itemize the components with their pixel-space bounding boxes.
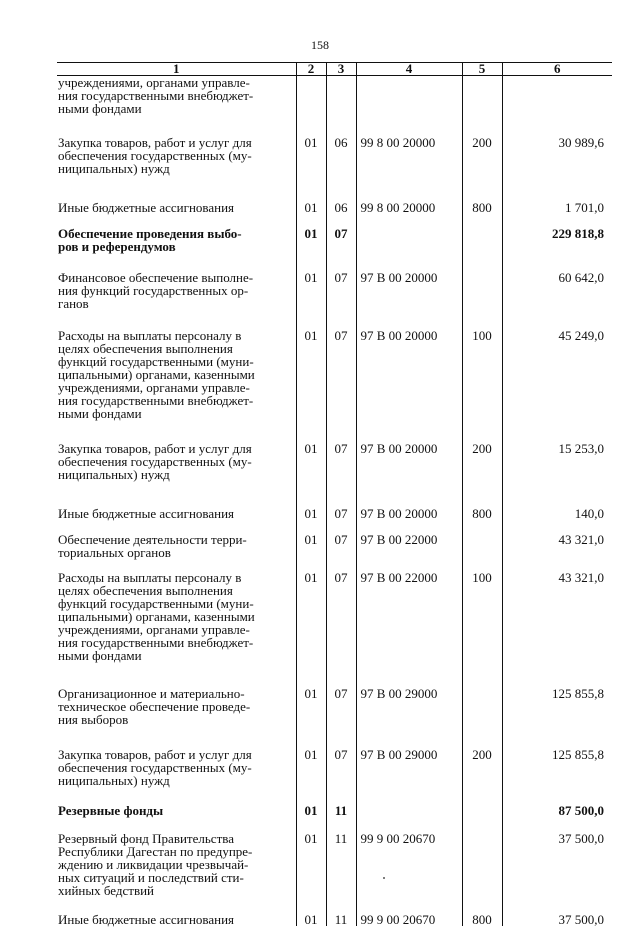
cell-section: 01: [296, 520, 326, 559]
budget-table: [57, 62, 612, 926]
cell-subsection: 11: [326, 897, 356, 926]
cell-target-article: [356, 214, 462, 253]
name-line: Закупка товаров, работ и услуг для: [58, 441, 252, 456]
cell-target-article: [356, 76, 462, 116]
cell-name: [57, 175, 296, 214]
name-line: функций государственными (муни-: [58, 354, 254, 369]
table-header: [57, 63, 612, 76]
name-line: техническое обеспечение проведе-: [58, 699, 251, 714]
cell-name: [57, 76, 296, 116]
name-line: хийных бедствий: [58, 883, 155, 898]
cell-target-article: 97 В 00 20000: [356, 420, 462, 481]
cell-amount: 30 989,6: [502, 115, 612, 175]
name-line: Иные бюджетные ассигнования: [58, 200, 235, 215]
name-line: Расходы на выплаты персоналу в: [58, 328, 242, 343]
cell-expense-type: [462, 817, 502, 897]
cell-section: 01: [296, 787, 326, 817]
cell-target-article: 97 В 00 29000: [356, 726, 462, 787]
name-line: ния государственными внебюджет-: [58, 393, 254, 408]
name-line: Иные бюджетные ассигнования: [58, 506, 235, 521]
cell-expense-type: 800: [462, 897, 502, 926]
cell-section: 01: [296, 420, 326, 481]
cell-expense-type: [462, 520, 502, 559]
scan-mark: [383, 877, 385, 879]
name-line: ными фондами: [58, 406, 142, 421]
table-row: [57, 76, 612, 116]
cell-target-article: 99 9 00 20670: [356, 817, 462, 897]
cell-section: 01: [296, 559, 326, 662]
cell-subsection: 07: [326, 214, 356, 253]
cell-name: [57, 214, 296, 253]
cell-subsection: 06: [326, 115, 356, 175]
cell-amount: 140,0: [502, 481, 612, 520]
cell-target-article: 97 В 00 20000: [356, 310, 462, 420]
cell-name: [57, 520, 296, 559]
cell-name: [57, 310, 296, 420]
cell-expense-type: 200: [462, 115, 502, 175]
cell-amount: 1 701,0: [502, 175, 612, 214]
table-row: [57, 520, 612, 559]
cell-section: 01: [296, 662, 326, 726]
name-line: Обеспечение проведения выбо-: [58, 226, 242, 241]
table-row: [57, 726, 612, 787]
cell-expense-type: [462, 76, 502, 116]
name-line: ториальных органов: [58, 545, 171, 560]
cell-target-article: 99 8 00 20000: [356, 115, 462, 175]
cell-subsection: 07: [326, 662, 356, 726]
cell-amount: 45 249,0: [502, 310, 612, 420]
page-number: 158: [311, 38, 329, 52]
name-line: ждению и ликвидации чрезвычай-: [58, 857, 249, 872]
cell-expense-type: 800: [462, 175, 502, 214]
cell-subsection: 07: [326, 559, 356, 662]
cell-expense-type: [462, 253, 502, 310]
cell-amount: 43 321,0: [502, 559, 612, 662]
cell-subsection: [326, 76, 356, 116]
cell-expense-type: 100: [462, 559, 502, 662]
header-col-6: 6: [502, 63, 612, 76]
cell-amount: 60 642,0: [502, 253, 612, 310]
name-line: целях обеспечения выполнения: [58, 341, 233, 356]
cell-expense-type: [462, 214, 502, 253]
cell-expense-type: [462, 662, 502, 726]
cell-name: [57, 481, 296, 520]
cell-section: 01: [296, 726, 326, 787]
name-line: ниципальных) нужд: [58, 161, 170, 176]
name-line: ниципальных) нужд: [58, 467, 170, 482]
cell-amount: 125 855,8: [502, 662, 612, 726]
table-row: [57, 481, 612, 520]
cell-section: 01: [296, 115, 326, 175]
name-line: ными фондами: [58, 648, 142, 663]
name-line: функций государственными (муни-: [58, 596, 254, 611]
cell-name: [57, 787, 296, 817]
cell-section: [296, 76, 326, 116]
name-line: ния функций государственных ор-: [58, 283, 249, 298]
cell-expense-type: 100: [462, 310, 502, 420]
table-row: [57, 897, 612, 926]
cell-target-article: 97 В 00 20000: [356, 481, 462, 520]
cell-subsection: 07: [326, 520, 356, 559]
cell-section: 01: [296, 175, 326, 214]
name-line: учреждениями, органами управле-: [58, 622, 250, 637]
table-row: [57, 253, 612, 310]
table-row: [57, 559, 612, 662]
cell-subsection: 11: [326, 787, 356, 817]
cell-subsection: 06: [326, 175, 356, 214]
cell-section: 01: [296, 310, 326, 420]
header-col-3: 3: [326, 63, 356, 76]
table-row: [57, 310, 612, 420]
table-row: [57, 420, 612, 481]
name-line: обеспечения государственных (му-: [58, 148, 252, 163]
name-line: ния государственными внебюджет-: [58, 635, 254, 650]
name-line: целях обеспечения выполнения: [58, 583, 233, 598]
cell-target-article: 97 В 00 29000: [356, 662, 462, 726]
table-row: [57, 115, 612, 175]
cell-section: 01: [296, 253, 326, 310]
header-col-2: 2: [296, 63, 326, 76]
name-line: обеспечения государственных (му-: [58, 454, 252, 469]
table-row: [57, 214, 612, 253]
header-col-5: 5: [462, 63, 502, 76]
cell-name: [57, 817, 296, 897]
name-line: ципальными) органами, казенными: [58, 609, 255, 624]
name-line: Иные бюджетные ассигнования: [58, 912, 235, 927]
cell-name: [57, 559, 296, 662]
cell-section: 01: [296, 481, 326, 520]
cell-name: [57, 662, 296, 726]
cell-subsection: 07: [326, 726, 356, 787]
cell-name: [57, 115, 296, 175]
header-row: [57, 63, 612, 76]
cell-section: 01: [296, 897, 326, 926]
header-col-4: 4: [356, 63, 462, 76]
cell-target-article: 97 В 00 22000: [356, 559, 462, 662]
name-line: ров и референдумов: [58, 239, 176, 254]
name-line: Расходы на выплаты персоналу в: [58, 570, 242, 585]
name-line: обеспечения государственных (му-: [58, 760, 252, 775]
cell-target-article: 99 9 00 20670: [356, 897, 462, 926]
cell-amount: 43 321,0: [502, 520, 612, 559]
cell-subsection: 11: [326, 817, 356, 897]
cell-subsection: 07: [326, 253, 356, 310]
cell-amount: 125 855,8: [502, 726, 612, 787]
name-line: ганов: [58, 296, 89, 311]
cell-expense-type: 200: [462, 420, 502, 481]
cell-subsection: 07: [326, 420, 356, 481]
cell-target-article: 99 8 00 20000: [356, 175, 462, 214]
name-line: Резервный фонд Правительства: [58, 831, 234, 846]
name-line: Республики Дагестан по предупре-: [58, 844, 253, 859]
cell-target-article: 97 В 00 20000: [356, 253, 462, 310]
cell-name: [57, 897, 296, 926]
name-line: ными фондами: [58, 101, 142, 116]
name-line: Финансовое обеспечение выполне-: [58, 270, 254, 285]
table-row: [57, 662, 612, 726]
cell-amount: 229 818,8: [502, 214, 612, 253]
name-line: Обеспечение деятельности терри-: [58, 532, 247, 547]
name-line: ных ситуаций и последствий сти-: [58, 870, 244, 885]
name-line: ниципальных) нужд: [58, 773, 170, 788]
cell-amount: 37 500,0: [502, 817, 612, 897]
name-line: ния государственными внебюджет-: [58, 88, 254, 103]
cell-section: 01: [296, 214, 326, 253]
cell-expense-type: 200: [462, 726, 502, 787]
cell-name: [57, 726, 296, 787]
cell-amount: 37 500,0: [502, 897, 612, 926]
cell-target-article: 97 В 00 22000: [356, 520, 462, 559]
cell-expense-type: 800: [462, 481, 502, 520]
cell-target-article: [356, 787, 462, 817]
name-line: учреждениями, органами управле-: [58, 380, 250, 395]
table-row: [57, 175, 612, 214]
table-row: [57, 817, 612, 897]
cell-subsection: 07: [326, 310, 356, 420]
cell-name: [57, 420, 296, 481]
cell-name: [57, 253, 296, 310]
cell-amount: [502, 76, 612, 116]
name-line: Закупка товаров, работ и услуг для: [58, 747, 252, 762]
header-col-1: 1: [57, 63, 296, 76]
table-row: [57, 787, 612, 817]
name-line: Организационное и материально-: [58, 686, 245, 701]
cell-expense-type: [462, 787, 502, 817]
name-line: учреждениями, органами управле-: [58, 75, 250, 90]
cell-amount: 87 500,0: [502, 787, 612, 817]
name-line: ния выборов: [58, 712, 129, 727]
cell-section: 01: [296, 817, 326, 897]
cell-amount: 15 253,0: [502, 420, 612, 481]
name-line: ципальными) органами, казенными: [58, 367, 255, 382]
name-line: Закупка товаров, работ и услуг для: [58, 135, 252, 150]
cell-subsection: 07: [326, 481, 356, 520]
name-line: Резервные фонды: [58, 803, 164, 818]
table-body: [57, 76, 612, 927]
